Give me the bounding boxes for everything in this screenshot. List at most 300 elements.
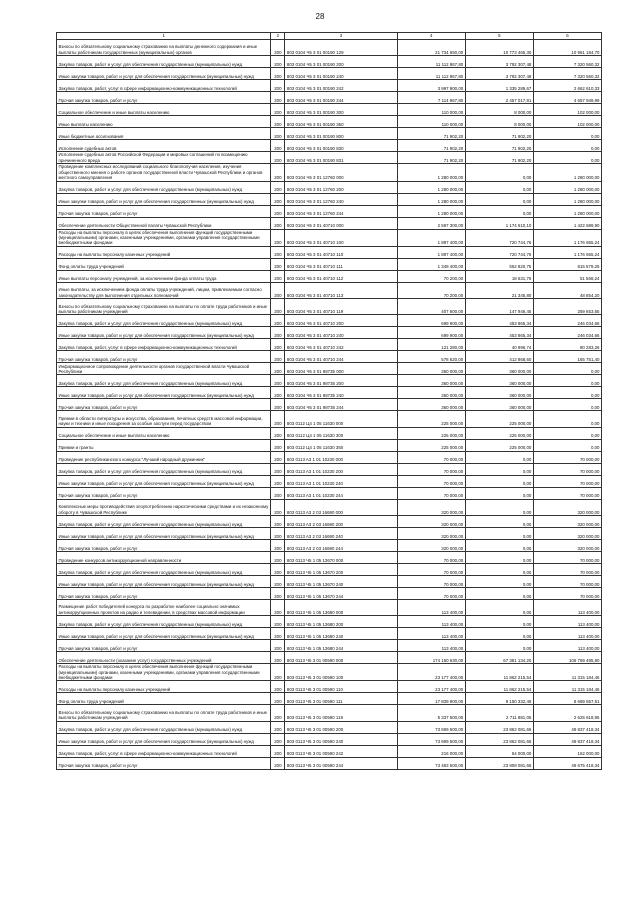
classification-code-cell: 803 0112 Ц4 1 05 11630 300 <box>285 427 397 439</box>
classification-code-cell: 803 0104 Ч5 3 01 00190 830 <box>285 140 397 152</box>
remaining-amount-cell: 49 837 418,34 <box>533 721 601 733</box>
approved-amount-cell: 23 177 400,00 <box>397 681 465 693</box>
remaining-amount-cell: 320 000,00 <box>533 499 601 515</box>
executed-amount-cell: 23 808 081,66 <box>465 757 533 769</box>
executed-amount-cell: 9 150 332,49 <box>465 693 533 705</box>
executed-amount-cell: 11 862 215,54 <box>465 681 533 693</box>
remaining-amount-cell: 2 625 618,95 <box>533 705 601 721</box>
approved-amount-cell: 320 000,00 <box>397 499 465 515</box>
remaining-amount-cell: 1 176 655,24 <box>533 229 601 246</box>
executed-amount-cell: 453 865,34 <box>465 315 533 327</box>
expense-name-cell: Фонд оплаты труда учреждений <box>57 258 271 270</box>
executed-amount-cell: 0,00 <box>465 475 533 487</box>
table-row <box>57 104 602 116</box>
classification-code-cell: 803 0104 Ч5 3 01 00190 800 <box>285 128 397 140</box>
executed-amount-cell: 360 000,00 <box>465 375 533 387</box>
remaining-amount-cell: 113 400,00 <box>533 599 601 615</box>
table-row <box>57 270 602 282</box>
executed-amount-cell: 552 820,75 <box>465 258 533 270</box>
remaining-amount-cell: 0,00 <box>533 140 601 152</box>
remaining-amount-cell: 0,00 <box>533 399 601 411</box>
classification-code-cell: 803 0113 Ч5 1 05 13680 000 <box>285 599 397 615</box>
admin-code-cell: 200 <box>271 152 285 164</box>
approved-amount-cell: 70 000,00 <box>397 587 465 599</box>
expense-name-cell: Иные бюджетные ассигнования <box>57 128 271 140</box>
expense-name-cell: Прочая закупка товаров, работ и услуг <box>57 205 271 217</box>
classification-code-cell: 803 0113 Ч5 3 01 00590 000 <box>285 652 397 664</box>
table-row <box>57 387 602 399</box>
expense-name-cell: Прочая закупка товаров, работ и услуг <box>57 399 271 411</box>
expense-name-cell: Прочая закупка товаров, работ и услуг <box>57 487 271 499</box>
remaining-amount-cell: 11 315 184,46 <box>533 681 601 693</box>
remaining-amount-cell: 102 000,00 <box>533 116 601 128</box>
executed-amount-cell: 2 457 017,81 <box>465 92 533 104</box>
classification-code-cell: 803 0113 Ч5 3 01 00590 100 <box>285 664 397 681</box>
executed-amount-cell: 0,00 <box>465 563 533 575</box>
expense-name-cell: Премии в области литературы и искусства, образования, печатных средств массовой информации, науки и техники и иные поощрения за особые заслуги перед государством <box>57 411 271 427</box>
admin-code-cell: 200 <box>271 299 285 315</box>
table-row <box>57 40 602 56</box>
classification-code-cell: 803 0113 Ч5 1 05 13670 240 <box>285 575 397 587</box>
classification-code-cell: 803 0104 Ч5 3 01 40710 100 <box>285 229 397 246</box>
table-row <box>57 375 602 387</box>
expense-name-cell: Закупка товаров, работ, услуг в сфере информационно-коммуникационных технологий <box>57 745 271 757</box>
admin-code-cell: 200 <box>271 116 285 128</box>
table-row <box>57 229 602 246</box>
expense-name-cell: Проведение конкурсов антикоррупционной направленности <box>57 551 271 563</box>
remaining-amount-cell: 0,00 <box>533 411 601 427</box>
table-row <box>57 56 602 68</box>
remaining-amount-cell: 70 000,00 <box>533 475 601 487</box>
remaining-amount-cell: 320 000,00 <box>533 527 601 539</box>
approved-amount-cell: 110 000,00 <box>397 116 465 128</box>
admin-code-cell: 200 <box>271 351 285 363</box>
classification-code-cell: 803 0113 A3 1 01 10230 240 <box>285 475 397 487</box>
expense-name-cell: Взносы по обязательному социальному страхованию на выплаты по оплате труда работников и иные выплаты работникам учреждений <box>57 299 271 315</box>
approved-amount-cell: 699 900,00 <box>397 327 465 339</box>
remaining-amount-cell: 70 000,00 <box>533 487 601 499</box>
executed-amount-cell: 0,00 <box>465 539 533 551</box>
expense-name-cell: Взносы по обязательному социальному страхованию на выплаты денежного содержания и иные выплаты работникам государственных (муниципальных) органов <box>57 40 271 56</box>
approved-amount-cell: 71 902,20 <box>397 140 465 152</box>
table-row <box>57 339 602 351</box>
remaining-amount-cell: 1 280 000,00 <box>533 205 601 217</box>
admin-code-cell: 200 <box>271 68 285 80</box>
expense-name-cell: Прочая закупка товаров, работ и услуг <box>57 351 271 363</box>
table-row <box>57 439 602 451</box>
expense-name-cell: Закупка товаров, работ и услуг для обеспечения государственных (муниципальных) нужд <box>57 616 271 628</box>
expense-name-cell: Прочая закупка товаров, работ и услуг <box>57 92 271 104</box>
approved-amount-cell: 1 349 400,00 <box>397 258 465 270</box>
expense-name-cell: Социальное обеспечение и иные выплаты населению <box>57 104 271 116</box>
executed-amount-cell: 0,00 <box>465 164 533 181</box>
approved-amount-cell: 407 600,00 <box>397 299 465 315</box>
executed-amount-cell: 67 381 134,20 <box>465 652 533 664</box>
admin-code-cell: 200 <box>271 399 285 411</box>
table-row <box>57 463 602 475</box>
approved-amount-cell: 113 400,00 <box>397 599 465 615</box>
approved-amount-cell: 73 699 500,00 <box>397 721 465 733</box>
expense-name-cell: Закупка товаров, работ и услуг для обеспечения государственных (муниципальных) нужд <box>57 315 271 327</box>
approved-amount-cell: 23 177 400,00 <box>397 664 465 681</box>
expense-name-cell: Иные выплаты населению <box>57 116 271 128</box>
executed-amount-cell: 71 902,20 <box>465 128 533 140</box>
approved-amount-cell: 70 200,00 <box>397 282 465 298</box>
executed-amount-cell: 0,00 <box>465 499 533 515</box>
table-row <box>57 399 602 411</box>
executed-amount-cell: 0,00 <box>465 181 533 193</box>
expense-name-cell: Иные закупки товаров, работ и услуг для обеспечения государственных (муниципальных) нужд <box>57 327 271 339</box>
classification-code-cell: 803 0104 Ч5 3 01 40710 200 <box>285 315 397 327</box>
remaining-amount-cell: 162 000,00 <box>533 745 601 757</box>
classification-code-cell: 803 0104 Ч5 3 01 00190 240 <box>285 68 397 80</box>
table-row <box>57 351 602 363</box>
executed-amount-cell: 0,00 <box>465 487 533 499</box>
column-number-header-row <box>57 33 602 40</box>
admin-code-cell: 200 <box>271 104 285 116</box>
executed-amount-cell: 8 000,00 <box>465 104 533 116</box>
classification-code-cell: 803 0112 Ц4 1 05 11630 350 <box>285 439 397 451</box>
remaining-amount-cell: 113 400,00 <box>533 616 601 628</box>
approved-amount-cell: 360 000,00 <box>397 375 465 387</box>
admin-code-cell: 200 <box>271 193 285 205</box>
approved-amount-cell: 2 597 300,00 <box>397 217 465 229</box>
approved-amount-cell: 225 000,00 <box>397 427 465 439</box>
approved-amount-cell: 70 000,00 <box>397 563 465 575</box>
executed-amount-cell: 8 000,00 <box>465 116 533 128</box>
remaining-amount-cell: 10 961 184,70 <box>533 40 601 56</box>
classification-code-cell: 803 0104 Ч5 3 01 40710 242 <box>285 339 397 351</box>
executed-amount-cell: 3 792 307,48 <box>465 56 533 68</box>
executed-amount-cell: 0,00 <box>465 527 533 539</box>
expense-name-cell: Исполнение судебных актов <box>57 140 271 152</box>
expense-name-cell: Прочая закупка товаров, работ и услуг <box>57 640 271 652</box>
remaining-amount-cell: 0,00 <box>533 363 601 375</box>
approved-amount-cell: 1 897 400,00 <box>397 246 465 258</box>
executed-amount-cell: 21 345,80 <box>465 282 533 298</box>
approved-amount-cell: 70 000,00 <box>397 487 465 499</box>
expense-name-cell: Проведение комплексных исследований социального благополучия населения, изучения общественного мнения о работе органов государственной власти Чувашской Республики и органов местного самоуправления <box>57 164 271 181</box>
executed-amount-cell: 225 000,00 <box>465 411 533 427</box>
table-row <box>57 315 602 327</box>
executed-amount-cell: 1 335 289,67 <box>465 80 533 92</box>
remaining-amount-cell: 0,00 <box>533 387 601 399</box>
approved-amount-cell: 113 400,00 <box>397 640 465 652</box>
classification-code-cell: 803 0113 Ч5 3 01 00590 240 <box>285 733 397 745</box>
classification-code-cell: 803 0113 Ч5 1 05 13680 200 <box>285 616 397 628</box>
expense-name-cell: Закупка товаров, работ и услуг для обеспечения государственных (муниципальных) нужд <box>57 56 271 68</box>
admin-code-cell: 200 <box>271 705 285 721</box>
approved-amount-cell: 73 483 500,00 <box>397 757 465 769</box>
admin-code-cell: 200 <box>271 463 285 475</box>
remaining-amount-cell: 70 000,00 <box>533 463 601 475</box>
admin-code-cell: 200 <box>271 439 285 451</box>
table-row <box>57 68 602 80</box>
remaining-amount-cell: 70 000,00 <box>533 563 601 575</box>
approved-amount-cell: 113 400,00 <box>397 628 465 640</box>
expense-name-cell: Информационное сопровождение деятельности органов государственной власти Чувашской Республики <box>57 363 271 375</box>
executed-amount-cell: 40 996,74 <box>465 339 533 351</box>
table-row <box>57 539 602 551</box>
column-header: 6 <box>533 33 601 40</box>
expense-name-cell: Иные закупки товаров, работ и услуг для обеспечения государственных (муниципальных) нужд <box>57 475 271 487</box>
admin-code-cell: 200 <box>271 140 285 152</box>
classification-code-cell: 803 0104 Ч5 3 01 00190 129 <box>285 40 397 56</box>
remaining-amount-cell: 49 837 418,34 <box>533 733 601 745</box>
admin-code-cell: 200 <box>271 375 285 387</box>
expense-name-cell: Закупка товаров, работ и услуг для обеспечения государственных (муниципальных) нужд <box>57 515 271 527</box>
admin-code-cell: 200 <box>271 40 285 56</box>
expense-name-cell: Закупка товаров, работ и услуг для обеспечения государственных (муниципальных) нужд <box>57 721 271 733</box>
expense-name-cell: Социальное обеспечение и иные выплаты населению <box>57 427 271 439</box>
remaining-amount-cell: 246 034,66 <box>533 327 601 339</box>
expense-name-cell: Обеспечение деятельности (оказание услуг) государственных учреждений <box>57 652 271 664</box>
approved-amount-cell: 11 112 867,80 <box>397 56 465 68</box>
admin-code-cell: 200 <box>271 652 285 664</box>
approved-amount-cell: 70 200,00 <box>397 270 465 282</box>
table-row <box>57 499 602 515</box>
admin-code-cell: 200 <box>271 339 285 351</box>
table-row <box>57 705 602 721</box>
table-row <box>57 664 602 681</box>
expense-name-cell: Иные закупки товаров, работ и услуг для обеспечения государственных (муниципальных) нужд <box>57 68 271 80</box>
expense-name-cell: Иные закупки товаров, работ и услуг для обеспечения государственных (муниципальных) нужд <box>57 193 271 205</box>
executed-amount-cell: 11 862 215,54 <box>465 664 533 681</box>
classification-code-cell: 803 0113 Ч5 1 05 13670 200 <box>285 563 397 575</box>
classification-code-cell: 803 0113 A3 2 03 16690 200 <box>285 515 397 527</box>
approved-amount-cell: 225 000,00 <box>397 439 465 451</box>
executed-amount-cell: 0,00 <box>465 587 533 599</box>
expense-name-cell: Иные закупки товаров, работ и услуг для обеспечения государственных (муниципальных) нужд <box>57 387 271 399</box>
classification-code-cell: 803 0104 Ч5 3 01 00190 244 <box>285 92 397 104</box>
executed-amount-cell: 720 744,76 <box>465 246 533 258</box>
table-row <box>57 193 602 205</box>
table-row <box>57 757 602 769</box>
executed-amount-cell: 0,00 <box>465 599 533 615</box>
table-row <box>57 599 602 615</box>
expense-name-cell: Расходы на выплаты персоналу казенных учреждений <box>57 246 271 258</box>
table-row <box>57 427 602 439</box>
executed-amount-cell: 412 868,60 <box>465 351 533 363</box>
classification-code-cell: 803 0104 Ч5 3 01 40710 111 <box>285 258 397 270</box>
remaining-amount-cell: 320 000,00 <box>533 539 601 551</box>
executed-amount-cell: 71 902,20 <box>465 152 533 164</box>
remaining-amount-cell: 1 176 655,24 <box>533 246 601 258</box>
table-row <box>57 246 602 258</box>
classification-code-cell: 803 0104 Ч5 3 01 40710 119 <box>285 299 397 315</box>
remaining-amount-cell: 49 675 418,34 <box>533 757 601 769</box>
classification-code-cell: 803 0113 A3 1 01 10230 000 <box>285 451 397 463</box>
classification-code-cell: 803 0104 Ч5 3 01 40710 110 <box>285 246 397 258</box>
table-row <box>57 116 602 128</box>
approved-amount-cell: 70 000,00 <box>397 551 465 563</box>
expense-name-cell: Закупка товаров, работ и услуг для обеспечения государственных (муниципальных) нужд <box>57 563 271 575</box>
admin-code-cell: 200 <box>271 721 285 733</box>
expense-name-cell: Закупка товаров, работ и услуг для обеспечения государственных (муниципальных) нужд <box>57 463 271 475</box>
classification-code-cell: 803 0113 Ч5 3 01 00590 110 <box>285 681 397 693</box>
table-row <box>57 587 602 599</box>
admin-code-cell: 200 <box>271 475 285 487</box>
classification-code-cell: 803 0104 Ч5 3 01 98735 244 <box>285 399 397 411</box>
expense-name-cell: Прочая закупка товаров, работ и услуг <box>57 587 271 599</box>
approved-amount-cell: 1 280 000,00 <box>397 181 465 193</box>
executed-amount-cell: 720 744,76 <box>465 229 533 246</box>
remaining-amount-cell: 0,00 <box>533 427 601 439</box>
column-header: 3 <box>285 33 397 40</box>
expense-name-cell: Расходы на выплаты персоналу в целях обеспечения выполнения функций государственными (муниципальными) органами, казенными учреждениями, органами управления государственными внебюджетными фондами <box>57 229 271 246</box>
expense-name-cell: Иные выплаты персоналу учреждений, за исключением фонда оплаты труда <box>57 270 271 282</box>
expense-name-cell: Иные выплаты, за исключением фонда оплаты труда учреждений, лицам, привлекаемым согласно законодательству для выполнения отдельных полномочий <box>57 282 271 298</box>
approved-amount-cell: 71 902,20 <box>397 128 465 140</box>
table-row <box>57 282 602 298</box>
executed-amount-cell: 10 773 465,30 <box>465 40 533 56</box>
classification-code-cell: 803 0113 A3 1 01 10230 200 <box>285 463 397 475</box>
remaining-amount-cell: 320 000,00 <box>533 515 601 527</box>
remaining-amount-cell: 0,00 <box>533 375 601 387</box>
budget-table <box>56 32 602 770</box>
remaining-amount-cell: 11 315 184,46 <box>533 664 601 681</box>
classification-code-cell: 803 0112 Ц4 1 05 11630 000 <box>285 411 397 427</box>
approved-amount-cell: 1 280 000,00 <box>397 205 465 217</box>
table-row <box>57 164 602 181</box>
table-row <box>57 363 602 375</box>
classification-code-cell: 803 0113 A3 2 03 16690 000 <box>285 499 397 515</box>
column-header: 4 <box>397 33 465 40</box>
remaining-amount-cell: 0,00 <box>533 439 601 451</box>
admin-code-cell: 200 <box>271 451 285 463</box>
admin-code-cell: 200 <box>271 270 285 282</box>
classification-code-cell: 803 0104 Ч5 3 01 12760 200 <box>285 181 397 193</box>
remaining-amount-cell: 70 000,00 <box>533 575 601 587</box>
remaining-amount-cell: 259 653,55 <box>533 299 601 315</box>
classification-code-cell: 803 0113 Ч5 1 05 13670 244 <box>285 587 397 599</box>
table-row <box>57 515 602 527</box>
admin-code-cell: 200 <box>271 80 285 92</box>
admin-code-cell: 200 <box>271 628 285 640</box>
table-row <box>57 693 602 705</box>
approved-amount-cell: 320 000,00 <box>397 515 465 527</box>
classification-code-cell: 803 0113 Ч5 1 05 13680 240 <box>285 628 397 640</box>
approved-amount-cell: 360 000,00 <box>397 387 465 399</box>
classification-code-cell: 803 0104 Ч5 3 01 12760 240 <box>285 193 397 205</box>
approved-amount-cell: 320 000,00 <box>397 539 465 551</box>
expense-name-cell: Закупка товаров, работ и услуг для обеспечения государственных (муниципальных) нужд <box>57 375 271 387</box>
remaining-amount-cell: 102 000,00 <box>533 104 601 116</box>
approved-amount-cell: 73 699 500,00 <box>397 733 465 745</box>
remaining-amount-cell: 70 000,00 <box>533 587 601 599</box>
admin-code-cell: 200 <box>271 515 285 527</box>
admin-code-cell: 200 <box>271 217 285 229</box>
remaining-amount-cell: 51 568,24 <box>533 270 601 282</box>
table-row <box>57 616 602 628</box>
classification-code-cell: 803 0104 Ч5 3 01 00190 360 <box>285 116 397 128</box>
remaining-amount-cell: 165 751,40 <box>533 351 601 363</box>
table-row <box>57 205 602 217</box>
approved-amount-cell: 5 337 500,00 <box>397 705 465 721</box>
expense-name-cell: Иные закупки товаров, работ и услуг для обеспечения государственных (муниципальных) нужд <box>57 733 271 745</box>
executed-amount-cell: 18 631,76 <box>465 270 533 282</box>
admin-code-cell: 200 <box>271 56 285 68</box>
table-row <box>57 217 602 229</box>
table-row <box>57 140 602 152</box>
classification-code-cell: 803 0113 Ч5 1 05 13680 244 <box>285 640 397 652</box>
budget-table-body <box>57 40 602 770</box>
table-row <box>57 733 602 745</box>
approved-amount-cell: 11 112 867,80 <box>397 68 465 80</box>
table-row <box>57 80 602 92</box>
classification-code-cell: 803 0113 Ч5 1 05 13670 000 <box>285 551 397 563</box>
classification-code-cell: 803 0104 Ч5 3 01 12760 244 <box>285 205 397 217</box>
table-row <box>57 451 602 463</box>
admin-code-cell: 200 <box>271 246 285 258</box>
executed-amount-cell: 0,00 <box>465 515 533 527</box>
executed-amount-cell: 0,00 <box>465 451 533 463</box>
approved-amount-cell: 121 280,00 <box>397 339 465 351</box>
classification-code-cell: 803 0104 Ч5 3 01 40710 240 <box>285 327 397 339</box>
classification-code-cell: 803 0104 Ч5 3 01 40710 244 <box>285 351 397 363</box>
remaining-amount-cell: 4 657 949,99 <box>533 92 601 104</box>
classification-code-cell: 803 0104 Ч5 3 01 98735 000 <box>285 363 397 375</box>
admin-code-cell: 200 <box>271 616 285 628</box>
remaining-amount-cell: 7 320 560,32 <box>533 56 601 68</box>
executed-amount-cell: 71 902,20 <box>465 140 533 152</box>
expense-name-cell: Прочая закупка товаров, работ и услуг <box>57 539 271 551</box>
admin-code-cell: 200 <box>271 757 285 769</box>
approved-amount-cell: 225 000,00 <box>397 411 465 427</box>
admin-code-cell: 200 <box>271 527 285 539</box>
table-row <box>57 152 602 164</box>
expense-name-cell: Премии и гранты <box>57 439 271 451</box>
remaining-amount-cell: 2 662 610,33 <box>533 80 601 92</box>
table-row <box>57 299 602 315</box>
approved-amount-cell: 320 000,00 <box>397 527 465 539</box>
classification-code-cell: 803 0104 Ч5 3 01 00190 242 <box>285 80 397 92</box>
classification-code-cell: 803 0104 Ч5 3 01 00190 300 <box>285 104 397 116</box>
classification-code-cell: 803 0104 Ч5 3 01 40710 112 <box>285 270 397 282</box>
expense-name-cell: Прочая закупка товаров, работ и услуг <box>57 757 271 769</box>
classification-code-cell: 803 0104 Ч5 3 01 40710 113 <box>285 282 397 298</box>
classification-code-cell: 803 0113 Ч5 3 01 00590 200 <box>285 721 397 733</box>
expense-name-cell: Закупка товаров, работ, услуг в сфере информационно-коммуникационных технологий <box>57 80 271 92</box>
expense-name-cell: Расходы на выплаты персоналу в целях обеспечения выполнения функций государственными (муниципальными) органами, казенными учреждениями, органами управления государственными внебюджетными фондами <box>57 664 271 681</box>
admin-code-cell: 200 <box>271 229 285 246</box>
admin-code-cell: 200 <box>271 411 285 427</box>
approved-amount-cell: 578 620,00 <box>397 351 465 363</box>
executed-amount-cell: 23 862 081,66 <box>465 733 533 745</box>
table-row <box>57 745 602 757</box>
remaining-amount-cell: 1 280 000,00 <box>533 193 601 205</box>
approved-amount-cell: 360 000,00 <box>397 363 465 375</box>
classification-code-cell: 803 0104 Ч5 3 01 00190 831 <box>285 152 397 164</box>
remaining-amount-cell: 113 400,00 <box>533 640 601 652</box>
expense-name-cell: Обеспечение деятельности Общественной палаты Чувашской Республики <box>57 217 271 229</box>
admin-code-cell: 200 <box>271 599 285 615</box>
admin-code-cell: 200 <box>271 282 285 298</box>
remaining-amount-cell: 1 280 000,00 <box>533 164 601 181</box>
classification-code-cell: 803 0113 A3 1 01 10230 244 <box>285 487 397 499</box>
expense-name-cell: Комплексные меры противодействия злоупотреблению наркотическими средствами и их незаконному обороту в Чувашской Республике <box>57 499 271 515</box>
classification-code-cell: 803 0104 Ч5 3 01 98735 240 <box>285 387 397 399</box>
expense-name-cell: Иные закупки товаров, работ и услуг для обеспечения государственных (муниципальных) нужд <box>57 527 271 539</box>
admin-code-cell: 200 <box>271 181 285 193</box>
column-header: 5 <box>465 33 533 40</box>
classification-code-cell: 803 0104 Ч5 3 01 00190 200 <box>285 56 397 68</box>
table-row <box>57 575 602 587</box>
approved-amount-cell: 70 000,00 <box>397 575 465 587</box>
classification-code-cell: 803 0113 Ч5 3 01 00590 242 <box>285 745 397 757</box>
approved-amount-cell: 3 997 900,00 <box>397 80 465 92</box>
admin-code-cell: 200 <box>271 640 285 652</box>
